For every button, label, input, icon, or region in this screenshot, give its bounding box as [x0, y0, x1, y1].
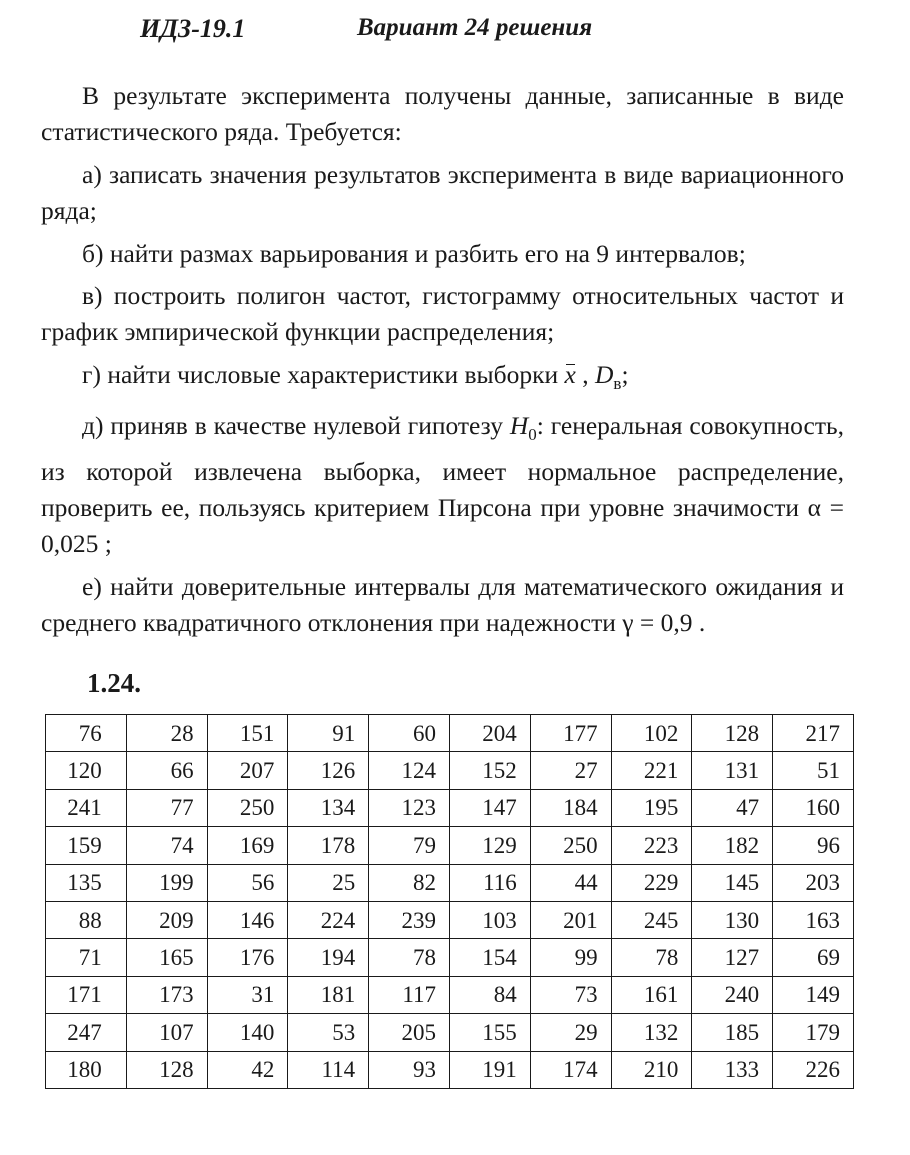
- assignment-id: ИДЗ-19.1: [140, 14, 246, 43]
- table-cell: 96: [773, 827, 854, 864]
- table-cell: 250: [207, 789, 288, 826]
- table-cell: 176: [207, 939, 288, 976]
- problem-number: 1.24.: [87, 668, 141, 698]
- task-d-suffix: ;: [621, 359, 629, 389]
- table-cell: 224: [288, 901, 369, 938]
- table-cell: 129: [449, 827, 530, 864]
- table-cell: 207: [207, 752, 288, 789]
- table-cell: 60: [369, 715, 450, 752]
- table-cell: 194: [288, 939, 369, 976]
- table-cell: 184: [530, 789, 611, 826]
- table-cell: 140: [207, 1014, 288, 1051]
- table-cell: 82: [369, 864, 450, 901]
- table-cell: 203: [773, 864, 854, 901]
- table-cell: 124: [369, 752, 450, 789]
- table-cell: 245: [611, 901, 692, 938]
- table-cell: 76: [46, 715, 127, 752]
- table-cell: 116: [449, 864, 530, 901]
- table-cell: 56: [207, 864, 288, 901]
- table-cell: 146: [207, 901, 288, 938]
- table-cell: 91: [288, 715, 369, 752]
- table-cell: 155: [449, 1014, 530, 1051]
- table-cell: 181: [288, 976, 369, 1013]
- table-cell: 145: [692, 864, 773, 901]
- table-row: [46, 1051, 854, 1088]
- table-cell: 131: [692, 752, 773, 789]
- table-cell: 173: [126, 976, 207, 1013]
- table-cell: 44: [530, 864, 611, 901]
- table-cell: 160: [773, 789, 854, 826]
- table-cell: 102: [611, 715, 692, 752]
- table-cell: 31: [207, 976, 288, 1013]
- table-cell: 47: [692, 789, 773, 826]
- table-cell: 25: [288, 864, 369, 901]
- table-cell: 78: [369, 939, 450, 976]
- table-cell: 149: [773, 976, 854, 1013]
- task-e-text: д) приняв в качестве нулевой гипотезу: [82, 411, 510, 441]
- table-row: [46, 827, 854, 864]
- task-b: б) найти размах варьирования и разбить его на 9 интервалов;: [82, 238, 746, 268]
- table-cell: 130: [692, 901, 773, 938]
- table-cell: 73: [530, 976, 611, 1013]
- table-cell: 71: [46, 939, 127, 976]
- table-cell: 226: [773, 1051, 854, 1088]
- table-cell: 93: [369, 1051, 450, 1088]
- table-cell: 210: [611, 1051, 692, 1088]
- table-cell: 69: [773, 939, 854, 976]
- table-cell: 201: [530, 901, 611, 938]
- table-cell: 78: [611, 939, 692, 976]
- problem-statement: [41, 78, 844, 642]
- task-d-sep: ,: [575, 359, 595, 389]
- sample-mean-symbol: x: [564, 359, 576, 389]
- hypothesis-symbol: H: [509, 411, 529, 441]
- table-cell: 128: [692, 715, 773, 752]
- table-cell: 163: [773, 901, 854, 938]
- table-cell: 241: [46, 789, 127, 826]
- task-d-text: г) найти числовые характеристики выборки: [82, 359, 565, 389]
- table-row: [46, 752, 854, 789]
- table-cell: 117: [369, 976, 450, 1013]
- table-cell: 182: [692, 827, 773, 864]
- table-cell: 195: [611, 789, 692, 826]
- table-cell: 180: [46, 1051, 127, 1088]
- task-a: а) записать значения результатов эксперимента в виде вариационного ряда;: [41, 159, 844, 226]
- table-cell: 239: [369, 901, 450, 938]
- task-e: [41, 408, 844, 563]
- table-cell: 103: [449, 901, 530, 938]
- table-cell: 88: [46, 901, 127, 938]
- table-row: [46, 864, 854, 901]
- table-cell: 42: [207, 1051, 288, 1088]
- table-cell: 99: [530, 939, 611, 976]
- table-cell: 29: [530, 1014, 611, 1051]
- table-cell: 165: [126, 939, 207, 976]
- table-cell: 147: [449, 789, 530, 826]
- data-table: [45, 714, 854, 1089]
- table-cell: 133: [692, 1051, 773, 1088]
- table-cell: 74: [126, 827, 207, 864]
- table-cell: 120: [46, 752, 127, 789]
- table-row: [46, 715, 854, 752]
- table-cell: 204: [449, 715, 530, 752]
- table-cell: 161: [611, 976, 692, 1013]
- table-cell: 127: [692, 939, 773, 976]
- table-cell: 171: [46, 976, 127, 1013]
- variance-symbol: D: [594, 359, 614, 389]
- table-cell: 151: [207, 715, 288, 752]
- table-row: [46, 789, 854, 826]
- table-cell: 247: [46, 1014, 127, 1051]
- table-cell: 250: [530, 827, 611, 864]
- task-c: в) построить полигон частот, гистограмму относительных частот и график эмпирической функции распределения;: [41, 281, 844, 347]
- table-row: [46, 1014, 854, 1051]
- table-cell: 132: [611, 1014, 692, 1051]
- table-cell: 77: [126, 789, 207, 826]
- table-row: [46, 901, 854, 938]
- table-cell: 221: [611, 752, 692, 789]
- table-cell: 217: [773, 715, 854, 752]
- table-row: [46, 976, 854, 1013]
- table-cell: 179: [773, 1014, 854, 1051]
- table-cell: 191: [449, 1051, 530, 1088]
- page-header: [0, 10, 910, 50]
- table-cell: 84: [449, 976, 530, 1013]
- hypothesis-subscript: 0: [528, 425, 537, 445]
- table-cell: 114: [288, 1051, 369, 1088]
- table-cell: 177: [530, 715, 611, 752]
- table-cell: 152: [449, 752, 530, 789]
- table-cell: 154: [449, 939, 530, 976]
- table-cell: 229: [611, 864, 692, 901]
- table-cell: 199: [126, 864, 207, 901]
- task-f: е) найти доверительные интервалы для математического ожидания и среднего квадратичного отклонения при надежности γ = 0,9 .: [41, 571, 844, 638]
- table-cell: 135: [46, 864, 127, 901]
- variance-subscript: в: [613, 373, 622, 393]
- table-cell: 240: [692, 976, 773, 1013]
- table-cell: 223: [611, 827, 692, 864]
- table-cell: 185: [692, 1014, 773, 1051]
- table-cell: 128: [126, 1051, 207, 1088]
- table-cell: 159: [46, 827, 127, 864]
- table-cell: 66: [126, 752, 207, 789]
- variant-title: Вариант 24 решения: [357, 14, 593, 41]
- table-cell: 209: [126, 901, 207, 938]
- table-cell: 27: [530, 752, 611, 789]
- table-cell: 79: [369, 827, 450, 864]
- table-cell: 107: [126, 1014, 207, 1051]
- table-cell: 134: [288, 789, 369, 826]
- table-cell: 51: [773, 752, 854, 789]
- table-cell: 205: [369, 1014, 450, 1051]
- table-cell: 169: [207, 827, 288, 864]
- intro-paragraph: В результате эксперимента получены данные, записанные в виде статистического ряда. Требуется:: [41, 81, 844, 147]
- table-cell: 178: [288, 827, 369, 864]
- table-cell: 123: [369, 789, 450, 826]
- task-e-suffix: : генеральная совокупность, из которой извлечена выборка, имеет нормальное распределение, проверить ее, пользуясь критерием Пирсона при уровне значимости α = 0,025 ;: [41, 411, 844, 559]
- task-d: [41, 357, 844, 402]
- table-cell: 126: [288, 752, 369, 789]
- table-cell: 53: [288, 1014, 369, 1051]
- table-row: [46, 939, 854, 976]
- table-cell: 28: [126, 715, 207, 752]
- table-cell: 174: [530, 1051, 611, 1088]
